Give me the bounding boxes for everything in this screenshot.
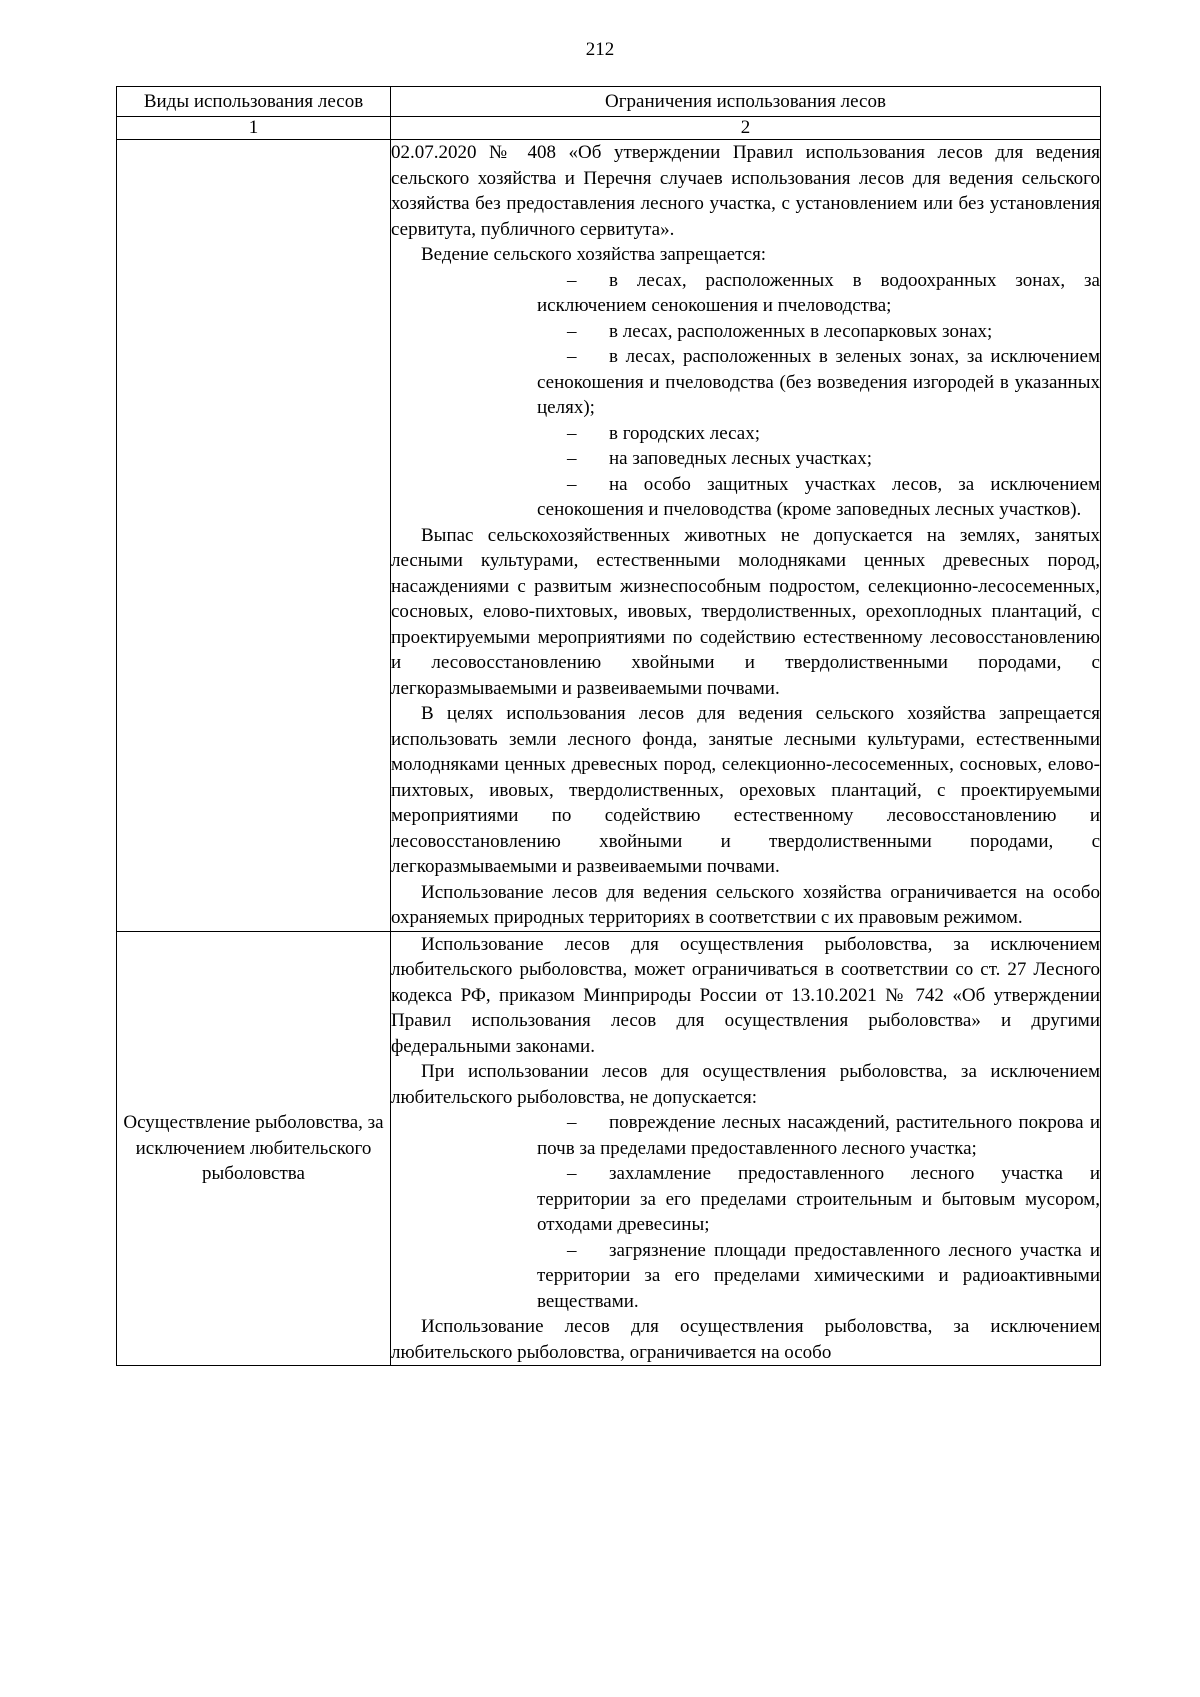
table-row [117,931,1101,1366]
list-item-text: на особо защитных участках лесов, за исключением сенокошения и пчеловодства (кроме заповедных лесных участков). [537,473,1100,520]
paragraph: Использование лесов для ведения сельского хозяйства ограничивается на особо охраняемых природных территориях в соответствии с их правовым режимом. [391,881,1100,928]
list-item-text: в лесах, расположенных в водоохранных зонах, за исключением сенокошения и пчеловодства; [537,269,1100,316]
paragraph: При использовании лесов для осуществления рыболовства, за исключением любительского рыболовства, не допускается: [391,1061,1100,1108]
list-item [537,1161,1100,1238]
table-row [117,140,1101,932]
paragraph: Использование лесов для осуществления рыболовства, за исключением любительского рыболовства, ограничивается на особо [391,1316,1100,1363]
list-item [537,446,1100,472]
dash-bullet: – [567,1112,577,1133]
restriction-cell [391,931,1101,1366]
table-header-row [117,87,1101,117]
paragraph: Выпас сельскохозяйственных животных не допускается на землях, занятых лесными культурами, естественными молодняками ценных древесных пород, насаждениями с развитым жизнеспособным подростом, селекционно-лесосеменных, сосновых, елово-пихтовых, ивовых, твердолиственных, орехоплодных плантаций, с проектируемыми мероприятиями по содействию естественному лесовосстановлению и лесовосстановлению хвойными и твердолиственными породами, с легкоразмываемыми и развеиваемыми почвами. [391,524,1100,699]
restrictions-table [116,86,1101,1366]
dash-bullet: – [567,422,577,444]
list-item [537,268,1100,319]
usage-type-cell: Осуществление рыболовства, за исключением любительского рыболовства [117,931,391,1366]
paragraph: В целях использования лесов для ведения сельского хозяйства запрещается использовать земли лесного фонда, занятые лесными культурами, естественными молодняками ценных древесных пород, селекционно-лесосеменных, сосновых, елово-пихтовых, ивовых, твердолиственных, ореховых плантаций, с проектируемыми мероприятиями по содействию естественному лесовосстановлению и лесовосстановлению хвойными и твердолиственными породами, с легкоразмываемыми и развеиваемыми почвами. [391,703,1100,877]
list-item [537,472,1100,523]
list-item [537,421,1100,447]
dash-bullet: – [567,269,577,291]
page-number: 212 [585,39,615,60]
column-header-usage-types: Виды использования лесов [117,87,391,117]
column-header-restrictions: Ограничения использования лесов [391,87,1101,117]
list-item-text: в лесах, расположенных в зеленых зонах, за исключением сенокошения и пчеловодства (без возведения изгородей в указанных целях); [537,346,1100,418]
list-item-text: захламление предоставленного лесного участка и территории за его пределами строительным и бытовым мусором, отходами древесины; [537,1163,1100,1235]
dash-bullet: – [567,473,577,495]
list-item [537,319,1100,345]
dash-bullet: – [567,320,577,342]
list-item [537,1238,1100,1315]
dash-bullet: – [567,1239,577,1261]
restriction-cell [391,140,1101,932]
list-item [537,1110,1100,1161]
list-item-text: на заповедных лесных участках; [609,448,872,469]
column-number-row [117,117,1101,140]
column-number-1: 1 [117,117,391,140]
list-item-text: загрязнение площади предоставленного лесного участка и территории за его пределами химическими и радиоактивными веществами. [537,1239,1100,1312]
list-item-text: в городских лесах; [609,422,761,444]
list-item-text: повреждение лесных насаждений, растительного покрова и почв за пределами предоставленного лесного участка; [537,1112,1100,1159]
list-item-text: в лесах, расположенных в лесопарковых зонах; [609,320,993,342]
column-number-2: 2 [391,117,1101,140]
dash-bullet: – [567,346,577,367]
paragraph: Использование лесов для осуществления рыболовства, за исключением любительского рыболовства, может ограничиваться в соответствии со ст. 27 Лесного кодекса РФ, приказом Минприроды России от 13.10.2021 № 742 «Об утверждении Правил использования лесов для осуществления рыболовства» и другими федеральными законами. [391,933,1100,1057]
list-item [537,344,1100,421]
paragraph: 02.07.2020 № 408 «Об утверждении Правил использования лесов для ведения сельского хозяйства и Перечня случаев использования лесов для ведения сельского хозяйства без предоставления лесного участка, с установлением или без установления сервитута, публичного сервитута». [391,142,1100,240]
usage-type-cell [117,140,391,932]
paragraph: Ведение сельского хозяйства запрещается: [421,244,767,265]
dash-bullet: – [567,448,577,469]
dash-bullet: – [567,1163,577,1184]
